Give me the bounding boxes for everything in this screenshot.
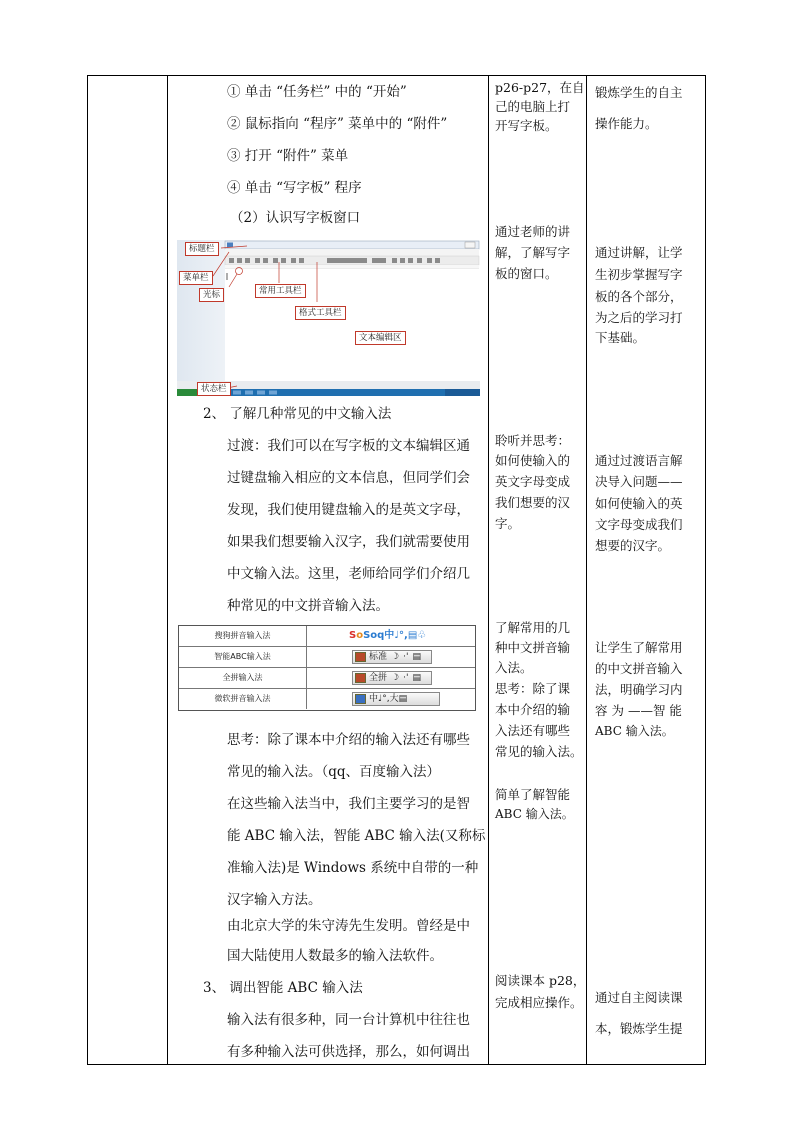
student-text: 己的电脑上打 (495, 99, 571, 114)
paragraph-line: 输入法有很多种，同一台计算机中往往也 (227, 1012, 470, 1028)
intent-text: ABC 输入法。 (595, 724, 674, 738)
paragraph-line: 发现，我们使用键盘输入的是英文字母， (227, 502, 470, 518)
paragraph-line: 能 ABC 输入法，智能 ABC 输入法(又称标 (227, 828, 486, 844)
step-3: ③ 打开 “附件” 菜单 (227, 148, 349, 164)
ime-bar-text: 全拼 (369, 673, 388, 683)
step-4: ④ 单击 “写字板” 程序 (227, 180, 362, 196)
paragraph-line: 国大陆使用人数最多的输入法软件。 (227, 948, 443, 964)
sogou-status-bar: SoSoq中♩°,▤♧ (349, 630, 427, 641)
paragraph-line: 中文输入法。这里，老师给同学们介绍几 (227, 566, 470, 582)
label-text-area: 文本编辑区 (355, 331, 406, 345)
student-text: 解，了解写字 (495, 245, 571, 260)
intent-text: 想要的汉字。 (595, 538, 671, 553)
keyboard-icon: ▤ (412, 673, 421, 683)
intent-text: 操作能力。 (595, 116, 658, 131)
section-3-heading: 3、 调出智能 ABC 输入法 (203, 980, 363, 996)
student-text: 思考：除了课 (495, 681, 571, 696)
column-divider (167, 76, 168, 1064)
student-text: 聆听并思考： (495, 433, 571, 448)
student-text: 开写字板。 (495, 118, 558, 133)
step-1: ① 单击 “任务栏” 中的 “开始” (227, 84, 407, 100)
label-cursor: 光标 (199, 288, 224, 302)
ime-row (179, 668, 475, 689)
paragraph-line: 由北京大学的朱守涛先生发明。曾经是中 (227, 918, 470, 934)
intent-text: 为之后的学习打 (595, 310, 683, 325)
paragraph-line: 在这些输入法当中，我们主要学习的是智 (227, 796, 470, 812)
paragraph-line: 有多种输入法可供选择，那么，如何调出 (227, 1044, 470, 1060)
intent-text: 通过自主阅读课 (595, 990, 683, 1005)
student-text: 英文字母变成 (495, 474, 571, 489)
paragraph-line: 常见的输入法。（qq、百度输入法） (227, 764, 441, 780)
intent-text: 如何使输入的英 (595, 496, 683, 511)
intent-text: 下基础。 (595, 330, 646, 345)
student-text: 我们想要的汉 (495, 495, 571, 510)
paragraph-line: 汉字输入方法。 (227, 892, 322, 908)
student-text: 字。 (495, 516, 521, 531)
intent-text: 容 为 ——智 能 (595, 703, 682, 718)
student-text: p26-p27，在自 (495, 80, 585, 95)
quanpin-status-bar (352, 671, 432, 685)
student-text: 本中介绍的输 (495, 702, 571, 717)
paragraph-line: 如果我们想要输入汉字，我们就需要使用 (227, 534, 470, 550)
student-text: 简单了解智能 (495, 787, 571, 802)
ime-logo-icon (355, 694, 366, 704)
ime-logo-icon (355, 673, 366, 683)
student-text: 入法还有哪些 (495, 723, 571, 738)
student-text: 入法。 (495, 660, 533, 675)
student-text: 通过老师的讲 (495, 224, 571, 239)
moon-icon: ☽ (391, 673, 400, 683)
punct-icon: ·' (403, 673, 409, 683)
student-text: ABC 输入法。 (495, 807, 574, 821)
ime-bar-text: Soq中♩°,▤♧ (363, 630, 427, 641)
student-text: 了解常用的几 (495, 620, 571, 635)
intent-text: 生初步掌握写字 (595, 267, 683, 282)
intent-text: 板的各个部分， (595, 289, 683, 304)
paragraph-line: 思考：除了课本中介绍的输入法还有哪些 (227, 732, 470, 748)
intent-text: 的中文拼音输入 (595, 661, 683, 676)
paragraph-line: 种常见的中文拼音输入法。 (227, 598, 389, 614)
intent-text: 决导入问题—— (595, 474, 683, 489)
ime-table (178, 625, 476, 711)
student-text: 种中文拼音输 (495, 640, 571, 655)
intent-text: 通过过渡语言解 (595, 453, 683, 468)
paragraph-line: 准输入法)是 Windows 系统中自带的一种 (227, 860, 479, 876)
intent-text: 法，明确学习内 (595, 682, 683, 697)
ime-bar-text: 标准 (369, 652, 388, 662)
punct-icon: ·' (403, 652, 409, 662)
student-text: 板的窗口。 (495, 266, 558, 281)
label-status-bar: 状态栏 (197, 382, 231, 396)
abc-status-bar (352, 650, 432, 664)
wordpad-screenshot (177, 240, 480, 396)
paragraph-line: 过渡：我们可以在写字板的文本编辑区通 (227, 438, 470, 454)
intent-text: 本，锻炼学生提 (595, 1021, 683, 1036)
ime-name: 智能ABC输入法 (179, 647, 307, 667)
student-text: 完成相应操作。 (495, 995, 583, 1010)
ime-row (179, 626, 475, 647)
ime-name: 搜狗拼音输入法 (179, 626, 307, 646)
ime-name: 微软拼音输入法 (179, 689, 307, 709)
keyboard-icon: ▤ (412, 652, 421, 662)
label-title-bar: 标题栏 (185, 242, 219, 256)
subheading-wordpad-window: （2）认识写字板窗口 (230, 210, 361, 226)
column-divider (488, 76, 489, 1064)
label-menu-bar: 菜单栏 (179, 271, 213, 285)
ime-bar-text: 中♩°,大▤ (369, 694, 408, 704)
label-common-toolbar: 常用工具栏 (255, 284, 306, 298)
ime-name: 全拼输入法 (179, 668, 307, 688)
intent-text: 通过讲解，让学 (595, 245, 683, 260)
student-text: 如何使输入的 (495, 453, 571, 468)
section-2-heading: 2、 了解几种常见的中文输入法 (203, 406, 392, 422)
paragraph-line: 过键盘输入相应的文本信息，但同学们会 (227, 470, 470, 486)
label-format-toolbar: 格式工具栏 (295, 306, 346, 320)
ime-logo-icon (355, 652, 366, 662)
intent-text: 让学生了解常用 (595, 640, 683, 655)
student-text: 阅读课本 p28， (495, 973, 586, 988)
mspy-status-bar (352, 692, 440, 706)
intent-text: 锻炼学生的自主 (595, 85, 683, 100)
column-divider (586, 76, 587, 1064)
ime-row (179, 689, 475, 710)
intent-text: 文字母变成我们 (595, 517, 683, 532)
step-2: ② 鼠标指向 “程序” 菜单中的 “附件” (227, 116, 448, 132)
ime-row (179, 647, 475, 668)
moon-icon: ☽ (391, 652, 400, 662)
student-text: 常见的输入法。 (495, 744, 583, 759)
